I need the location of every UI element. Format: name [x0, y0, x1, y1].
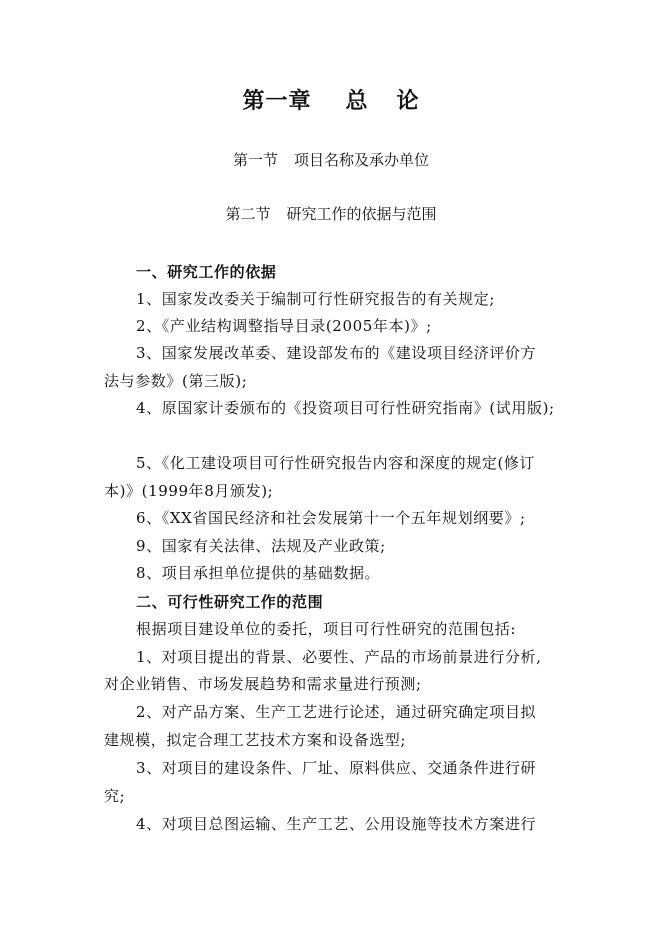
chapter-word-1: 总 — [345, 89, 369, 114]
part-2-heading: 二、可行性研究工作的范围 — [136, 593, 324, 611]
part-2-item-continuation: 对企业销售、市场发展趋势和需求量进行预测; — [104, 675, 422, 693]
part-2-item: 4、对项目总图运输、生产工艺、公用设施等技术方案进行 — [136, 815, 537, 833]
part-1-heading: 一、研究工作的依据 — [136, 263, 277, 281]
part-1-item: 9、国家有关法律、法规及产业政策; — [136, 537, 386, 555]
section-1-name: 项目名称及承办单位 — [294, 151, 430, 169]
section-1-title — [0, 150, 662, 170]
section-2-name: 研究工作的依据与范围 — [286, 205, 437, 223]
part-2-item: 3、对项目的建设条件、厂址、原料供应、交通条件进行研 — [136, 759, 537, 777]
part-1-item: 4、原国家计委颁布的《投资项目可行性研究指南》(试用版); — [136, 399, 555, 417]
part-2-item-continuation: 建规模，拟定合理工艺技术方案和设备选型; — [104, 731, 407, 749]
section-2-title — [0, 204, 662, 224]
part-1-item: 6、《XX省国民经济和社会发展第十一个五年规划纲要》; — [136, 509, 526, 527]
part-2-item-continuation: 究; — [104, 787, 126, 805]
part-2-item: 1、对项目提出的背景、必要性、产品的市场前景进行分析, — [136, 648, 542, 666]
chapter-number: 第一章 — [242, 89, 312, 114]
part-2-intro: 根据项目建设单位的委托，项目可行性研究的范围包括: — [136, 620, 517, 638]
part-1-item: 3、国家发展改革委、建设部发布的《建设项目经济评价方 — [136, 344, 537, 362]
part-1-item: 2、《产业结构调整指导目录(2005年本)》; — [136, 317, 432, 335]
part-1-item: 5、《化工建设项目可行性研究报告内容和深度的规定(修订 — [136, 454, 536, 472]
part-1-item-continuation: 本)》(1999年8月颁发); — [104, 482, 274, 500]
section-1-number: 第一节 — [232, 151, 278, 169]
chapter-word-2: 论 — [396, 89, 420, 114]
chapter-title — [0, 88, 662, 116]
part-2-item: 2、对产品方案、生产工艺进行论述，通过研究确定项目拟 — [136, 703, 537, 721]
part-1-item: 8、项目承担单位提供的基础数据。 — [136, 564, 381, 582]
part-1-item: 1、国家发改委关于编制可行性研究报告的有关规定; — [136, 290, 495, 308]
section-2-number: 第二节 — [225, 205, 271, 223]
part-1-item-continuation: 法与参数》(第三版); — [104, 372, 248, 390]
